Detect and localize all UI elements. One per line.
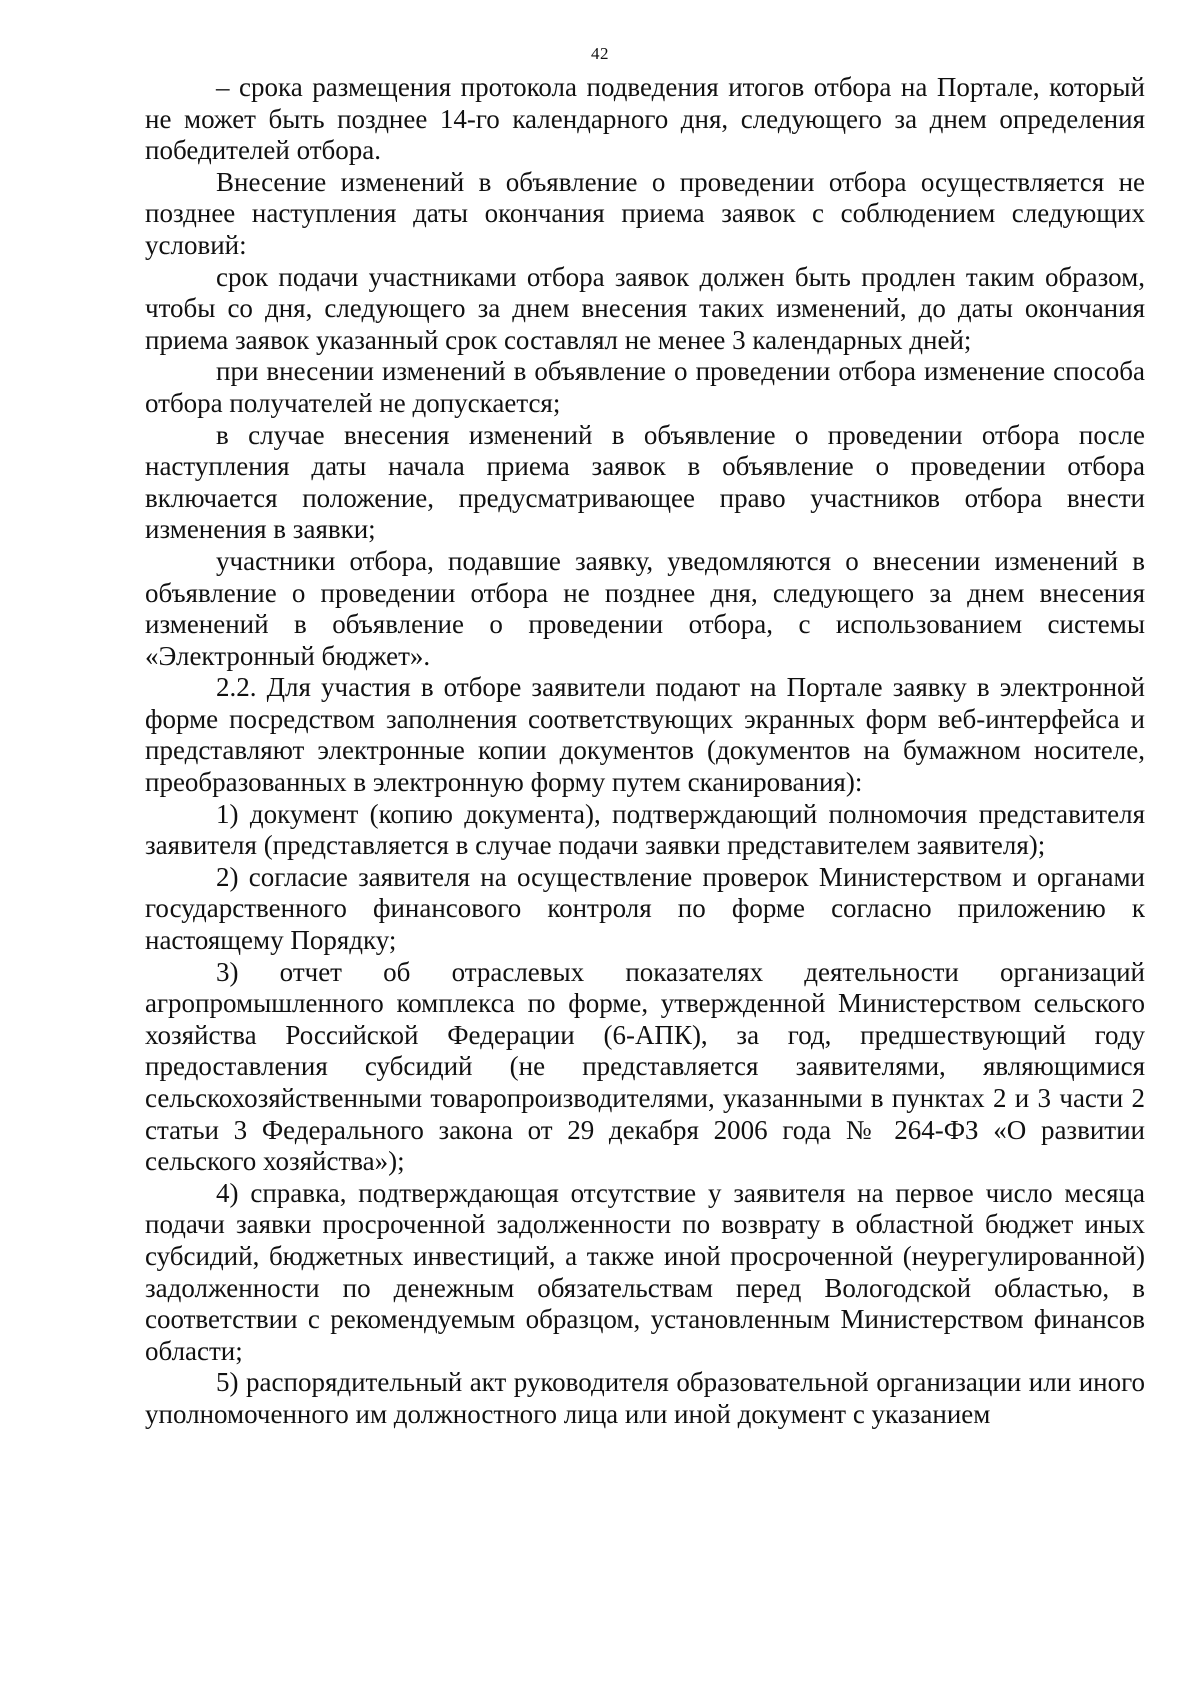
list-item-2: 2) согласие заявителя на осуществление проверок Министерством и органами государственного финансового контроля по форме согласно приложению к настоящему Порядку; bbox=[145, 861, 1145, 956]
paragraph-amendments-intro: Внесение изменений в объявление о проведении отбора осуществляется не позднее наступления даты окончания приема заявок с соблюдением следующих условий: bbox=[145, 166, 1145, 260]
paragraph-method-change: при внесении изменений в объявление о проведении отбора изменение способа отбора получателей не допускается; bbox=[145, 356, 1145, 418]
paragraph-deadline-extension: срок подачи участниками отбора заявок должен быть продлен таким образом, чтобы со дня, следующего за днем внесения таких изменений, до даты окончания приема заявок указанный срок составлял не менее 3 календарных дней; bbox=[145, 261, 1145, 355]
list-item-4: 4) справка, подтверждающая отсутствие у заявителя на первое число месяца подачи заявки просроченной задолженности по возврату в областной бюджет иных субсидий, бюджетных инвестиций, а также иной просроченной (неурегулированной) задолженности по денежным обязательствам перед Вологодской областью, в соответствии с рекомендуемым образцом, установленным Министерством финансов области; bbox=[145, 1177, 1145, 1366]
paragraph-participant-notice: участники отбора, подавшие заявку, уведомляются о внесении изменений в объявление о проведении отбора не позднее дня, следующего за днем внесения изменений в объявление о проведении отбора, с использованием системы «Электронный бюджет». bbox=[145, 545, 1145, 671]
paragraph-amendment-right: в случае внесения изменений в объявление о проведении отбора после наступления даты начала приема заявок в объявление о проведении отбора включается положение, предусматривающее право участников отбора внести изменения в заявки; bbox=[145, 419, 1145, 545]
list-item-5: 5) распорядительный акт руководителя образовательной организации или иного уполномоченного им должностного лица или иной документ с указанием bbox=[145, 1367, 1145, 1429]
document-body bbox=[145, 72, 1145, 1431]
list-item-3: 3) отчет об отраслевых показателях деятельности организаций агропромышленного комплекса по форме, утвержденной Министерством сельского хозяйства Российской Федерации (6-АПК), за год, предшествующий году предоставления субсидий (не представляется заявителями, являющимися сельскохозяйственными товаропроизводителями, указанными в пунктах 2 и 3 части 2 статьи 3 Федерального закона от 29 декабря 2006 года № 264-ФЗ «О развитии сельского хозяйства»); bbox=[145, 956, 1145, 1177]
paragraph-section-2-2: 2.2. Для участия в отборе заявители подают на Портале заявку в электронной форме посредством заполнения соответствующих экранных форм веб-интерфейса и представляют электронные копии документов (документов на бумажном носителе, преобразованных в электронную форму путем сканирования): bbox=[145, 672, 1145, 798]
paragraph-protocol-deadline: – срока размещения протокола подведения итогов отбора на Портале, который не может быть позднее 14-го календарного дня, следующего за днем определения победителей отбора. bbox=[145, 72, 1145, 166]
page-number: 42 bbox=[591, 44, 609, 63]
list-item-1: 1) документ (копию документа), подтверждающий полномочия представителя заявителя (представляется в случае подачи заявки представителем заявителя); bbox=[145, 798, 1145, 861]
